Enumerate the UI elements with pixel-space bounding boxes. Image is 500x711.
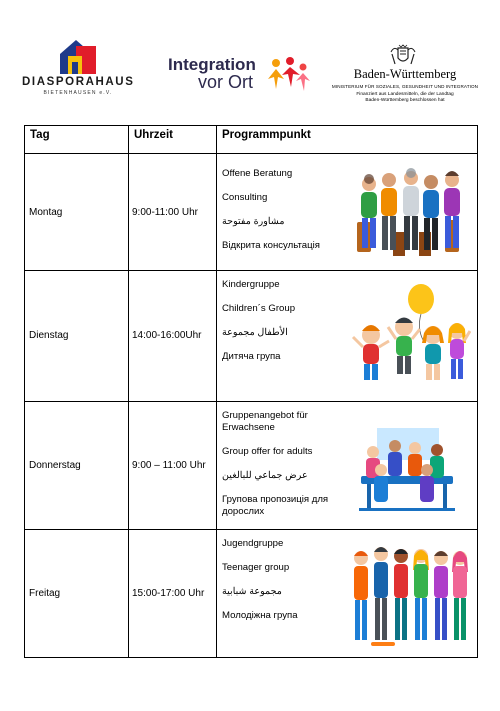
integration-logo-line2: vor Ort <box>198 72 254 92</box>
program-arabic: مشاورة مفتوحة <box>222 216 285 228</box>
table-row <box>25 154 478 271</box>
integration-vor-ort-logo <box>164 55 314 101</box>
program-english: Children´s Group <box>222 303 296 315</box>
coat-of-arms-icon <box>388 44 418 66</box>
header-time: Uhrzeit <box>129 126 217 154</box>
program-german: Kindergruppe <box>222 279 280 291</box>
program-cell <box>217 529 478 657</box>
program-german: Jugendgruppe <box>222 537 284 549</box>
bw-funding-line2: Baden-Württemberg beschlossen hat <box>365 98 445 103</box>
day-cell: Freitag <box>25 529 129 657</box>
bw-name: Baden-Württemberg <box>353 67 457 81</box>
bw-funding-line1: Finanziert aus Landesmitteln, die der Landtag <box>356 92 454 97</box>
program-ukrainian: Молодіжна група <box>222 609 298 621</box>
children-playing-illustration <box>349 283 471 395</box>
table-row <box>25 529 478 657</box>
time-cell: 14:00-16:00Uhr <box>129 271 217 401</box>
program-german: Gruppenangebot für Erwachsene <box>222 409 308 433</box>
header-day: Tag <box>25 126 129 154</box>
baden-wuerttemberg-logo <box>330 44 480 110</box>
program-list <box>222 279 347 375</box>
program-english: Consulting <box>222 192 268 204</box>
program-ukrainian: Відкрита консультація <box>222 240 320 252</box>
header-program: Programmpunkt <box>217 126 478 154</box>
program-cell <box>217 154 478 271</box>
consultation-group-illustration <box>349 162 471 266</box>
diasporahaus-logo <box>22 38 134 100</box>
day-cell: Dienstag <box>25 271 129 401</box>
program-arabic: مجموعة شبابية <box>222 585 282 597</box>
time-cell: 15:00-17:00 Uhr <box>129 529 217 657</box>
diasporahaus-subtitle: BIETENHAUSEN e.V. <box>43 90 113 96</box>
day-cell: Donnerstag <box>25 401 129 529</box>
program-german: Offene Beratung <box>222 168 293 180</box>
program-arabic: عرض جماعي للبالغين <box>222 469 308 481</box>
bw-funding-note <box>330 92 480 104</box>
adults-meeting-illustration <box>351 424 461 514</box>
program-ukrainian: Групова пропозиція для дорослих <box>222 493 329 517</box>
program-english: Teenager group <box>222 561 290 573</box>
schedule-table <box>24 125 478 658</box>
table-header-row <box>25 126 478 154</box>
diasporahaus-name: DIASPORAHAUS <box>22 76 135 88</box>
program-cell <box>217 401 478 529</box>
time-cell: 9:00-11:00 Uhr <box>129 154 217 271</box>
bw-ministry: MINISTERIUM FÜR SOZIALES, GESUNDHEIT UND INTEGRATION <box>331 84 479 89</box>
teenagers-group-illustration <box>349 544 469 652</box>
program-english: Group offer for adults <box>222 445 313 457</box>
program-ukrainian: Дитяча група <box>222 351 281 363</box>
program-arabic: الأطفال مجموعة <box>222 327 288 339</box>
integration-logo-line1: Integration <box>168 55 256 74</box>
program-cell <box>217 271 478 401</box>
people-figures-icon <box>264 55 312 95</box>
table-row <box>25 271 478 401</box>
day-cell: Montag <box>25 154 129 271</box>
house-logo-icon <box>56 38 102 76</box>
time-cell: 9:00 – 11:00 Uhr <box>129 401 217 529</box>
table-row <box>25 401 478 529</box>
program-list <box>222 168 347 264</box>
program-list <box>222 538 347 634</box>
program-list <box>222 410 347 530</box>
